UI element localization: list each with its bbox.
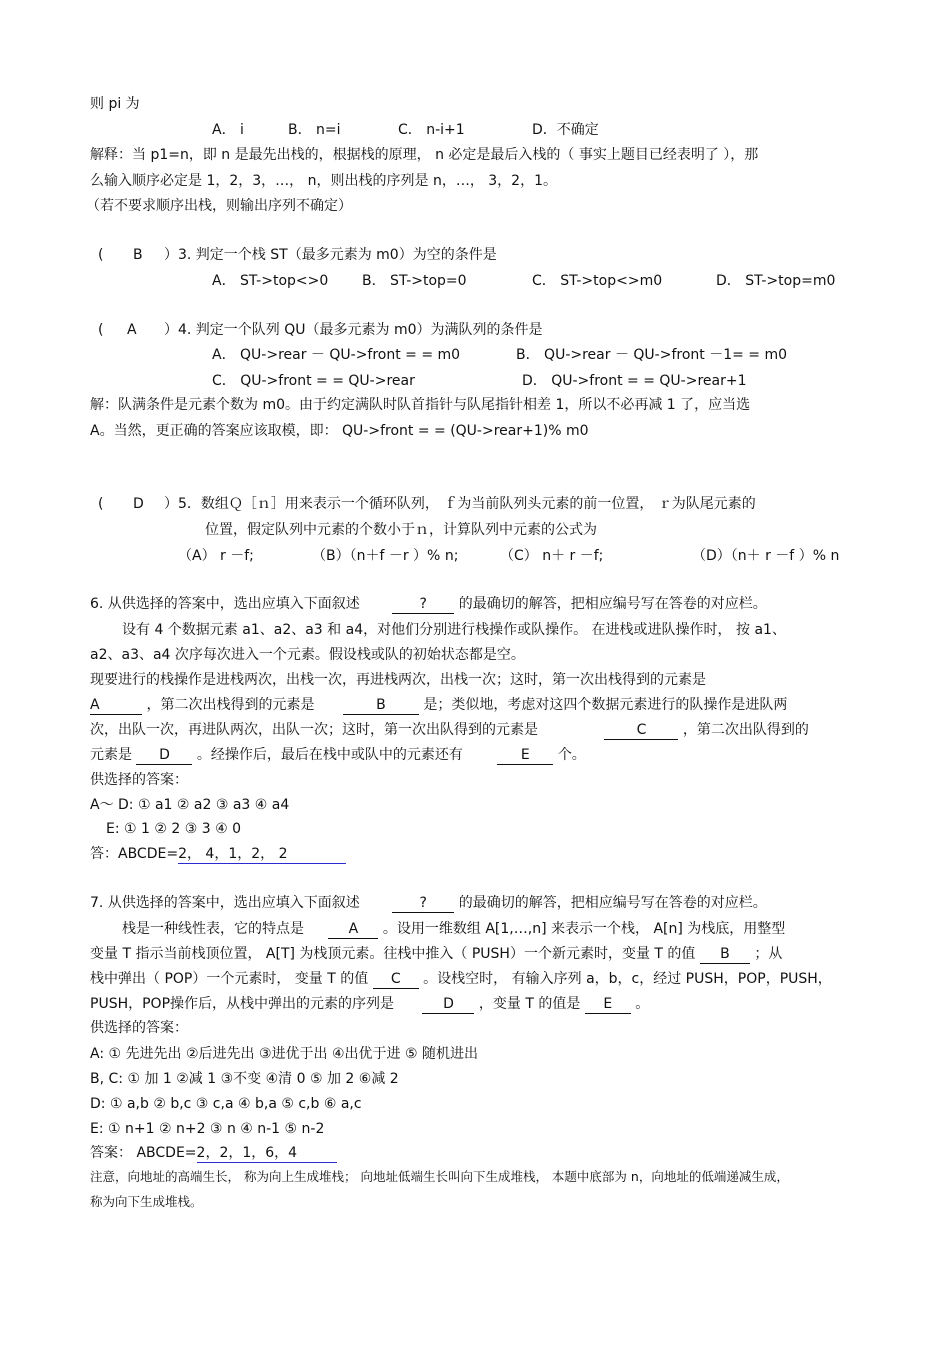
q7-line3-end: ；从	[754, 946, 783, 962]
q3-option-c: C． ST->top<>m0	[532, 273, 663, 289]
q4-explanation-line2: A。当然，更正确的答案应该取模，即： QU->front = = (QU->rear+1)% m0	[90, 423, 589, 439]
q6-line5-end: 是；类似地，考虑对这四个数据元素进行的队操作是进队两	[423, 697, 788, 713]
q4-answer: A	[127, 322, 137, 338]
q7-line3	[90, 944, 782, 964]
q4-explanation-line1: 解：队满条件是元素个数为 m0。由于约定满队时队首指针与队尾指针相差 1，所以不必再减 1 了，应当选	[90, 397, 751, 413]
q4-option-a: A． QU->rear － QU->front = = m0	[212, 347, 461, 363]
q6-blank-e: E	[497, 746, 553, 765]
q2-option-c: C． n-i+1	[398, 122, 465, 138]
q7-line2-end: 。设用一维数组 A[1,…,n] 来表示一个栈， A[n] 为栈底，用整型	[382, 921, 786, 937]
q3-answer: B	[133, 247, 143, 263]
q3-option-a: A． ST->top<>0	[212, 273, 329, 289]
q2-explanation-line3: （若不要求顺序出栈，则输出序列不确定）	[86, 198, 352, 214]
q7-line4-start: 栈中弹出（ POP）一个元素时， 变量 T 的值	[90, 971, 369, 987]
q6-line7-mid: 。经操作后，最后在栈中或队中的元素还有	[196, 747, 463, 763]
q6-line6-start: 次，出队一次，再进队两次，出队一次；这时，第一次出队得到的元素是	[90, 722, 538, 738]
q7-blank-a: A	[328, 920, 378, 939]
q6-choices-label: 供选择的答案：	[90, 772, 188, 788]
q7-line5-end: 。	[635, 996, 650, 1012]
q2-option-d: D．不确定	[532, 122, 599, 138]
q6-line1	[90, 594, 767, 614]
q6-choices-a-d: A～ D: ① a1 ② a2 ③ a3 ④ a4	[90, 797, 290, 813]
q5-stem-line1: ）5．数组Ｑ［ｎ］用来表示一个循环队列， ｆ为当前队列头元素的前一位置， ｒ为队尾元素的	[164, 496, 756, 512]
q7-question-blank: ?	[392, 894, 454, 913]
q7-choices-a: A: ① 先进先出 ②后进先出 ③进优于出 ④出优于进 ⑤ 随机进出	[90, 1046, 478, 1062]
q7-line5	[90, 994, 649, 1014]
q6-choices-e: E: ① 1 ② 2 ③ 3 ④ 0	[106, 821, 241, 837]
q6-line2: 设有 4 个数据元素 a1、a2、a3 和 a4，对他们分别进行栈操作或队操作。 在进栈或进队操作时， 按 a1、	[122, 622, 786, 638]
q3-stem: ）3. 判定一个栈 ST（最多元素为 m0）为空的条件是	[164, 247, 497, 263]
q5-option-d: （D）（n＋ r －f ）% n	[692, 548, 840, 564]
q6-line6	[90, 720, 809, 740]
q7-blank-e: E	[585, 995, 631, 1014]
q7-blank-b: B	[700, 945, 750, 964]
q7-line1-end: 的最确切的解答，把相应编号写在答卷的对应栏。	[458, 895, 767, 911]
q5-option-b: （B）（n＋f －r ）% n;	[312, 548, 459, 564]
q6-line1-start: 6. 从供选择的答案中，选出应填入下面叙述	[90, 596, 360, 612]
q2-explanation-line1: 解释：当 p1=n，即 n 是最先出栈的，根据栈的原理， n 必定是最后入栈的（ 事实上题目已经表明了 ），那	[90, 147, 759, 163]
q6-blank-b: B	[343, 696, 419, 715]
q2-stem-end: 则 pi 为	[90, 96, 140, 112]
q7-line4-end: 。设栈空时， 有输入序列 a，b，c，经过 PUSH，POP，PUSH，	[423, 971, 832, 987]
q7-line3-start: 变量 T 指示当前栈顶位置， A[T] 为栈顶元素。往栈中推入（ PUSH）一个新元素时，变量 T 的值	[90, 946, 696, 962]
q7-choices-label: 供选择的答案：	[90, 1020, 188, 1036]
q6-line1-end: 的最确切的解答，把相应编号写在答卷的对应栏。	[458, 596, 767, 612]
q7-line4	[90, 969, 832, 989]
q2-option-b: B． n=i	[288, 122, 341, 138]
q7-choices-d: D: ① a,b ② b,c ③ c,a ④ b,a ⑤ c,b ⑥ a,c	[90, 1096, 362, 1112]
q4-stem: ）4. 判定一个队列 QU（最多元素为 m0）为满队列的条件是	[164, 322, 543, 338]
q7-note-line2: 称为向下生成堆栈。	[90, 1194, 203, 1209]
q7-answer	[90, 1143, 337, 1163]
q7-answer-value: 2，2，1，6，4	[197, 1144, 337, 1163]
q6-blank-c: C	[604, 721, 678, 740]
q6-question-blank: ?	[392, 595, 454, 614]
q6-line7-end: 个。	[557, 747, 586, 763]
q6-line6-end: ，第二次出队得到的	[682, 722, 809, 738]
q5-option-c: （C） n＋ r －f;	[500, 548, 604, 564]
q7-blank-d: D	[422, 995, 474, 1014]
q4-option-d: D． QU->front = = QU->rear+1	[522, 373, 747, 389]
q7-line5-start: PUSH，POP操作后，从栈中弹出的元素的序列是	[90, 996, 395, 1012]
q2-explanation-line2: 么输入顺序必定是 1，2，3，…， n，则出栈的序列是 n，…， 3，2，1。	[90, 173, 557, 189]
q5-option-a: （A） r －f;	[178, 548, 254, 564]
q4-option-b: B． QU->rear － QU->front －1= = m0	[516, 347, 788, 363]
q6-line7-start: 元素是	[90, 747, 132, 763]
q7-choices-b-c: B, C: ① 加 1 ②减 1 ③不变 ④清 0 ⑤ 加 2 ⑥减 2	[90, 1071, 399, 1087]
q3-open-paren: (	[98, 247, 104, 263]
q7-line5-mid: ，变量 T 的值是	[478, 996, 581, 1012]
q6-line4: 现要进行的栈操作是进栈两次，出栈一次，再进栈两次，出栈一次；这时，第一次出栈得到的元素是	[90, 672, 706, 688]
q5-open-paren: (	[98, 496, 104, 512]
q6-blank-a: A	[90, 696, 142, 715]
q6-answer-label: 答：ABCDE=	[90, 846, 179, 862]
q6-answer	[90, 844, 346, 864]
q6-line5-mid: ，第二次出栈得到的元素是	[146, 697, 315, 713]
q7-line1-start: 7. 从供选择的答案中，选出应填入下面叙述	[90, 895, 360, 911]
q5-answer: D	[133, 496, 144, 512]
q6-line7	[90, 745, 586, 765]
q7-answer-label: 答案： ABCDE=	[90, 1145, 197, 1161]
q7-line1	[90, 893, 767, 913]
q4-option-c: C． QU->front = = QU->rear	[212, 373, 415, 389]
q6-blank-d: D	[136, 746, 192, 765]
q7-line2-start: 栈是一种线性表，它的特点是	[122, 921, 304, 937]
q7-line2	[122, 919, 785, 939]
q6-answer-value: 2， 4，1，2， 2	[178, 845, 346, 864]
q7-blank-c: C	[373, 970, 419, 989]
q3-option-b: B． ST->top=0	[362, 273, 467, 289]
q2-option-a: A． i	[212, 122, 244, 138]
q5-stem-line2: 位置，假定队列中元素的个数小于ｎ，计算队列中元素的公式为	[205, 522, 597, 538]
q7-note-line1: 注意，向地址的高端生长， 称为向上生成堆栈； 向地址低端生长叫向下生成堆栈， 本题中底部为 n，向地址的低端递减生成，	[90, 1169, 789, 1184]
q4-open-paren: (	[98, 322, 104, 338]
q6-line3: a2、a3、a4 次序每次进入一个元素。假设栈或队的初始状态都是空。	[90, 647, 525, 663]
q7-choices-e: E: ① n+1 ② n+2 ③ n ④ n-1 ⑤ n-2	[90, 1121, 325, 1137]
q6-line5	[90, 695, 787, 715]
q3-option-d: D． ST->top=m0	[716, 273, 836, 289]
